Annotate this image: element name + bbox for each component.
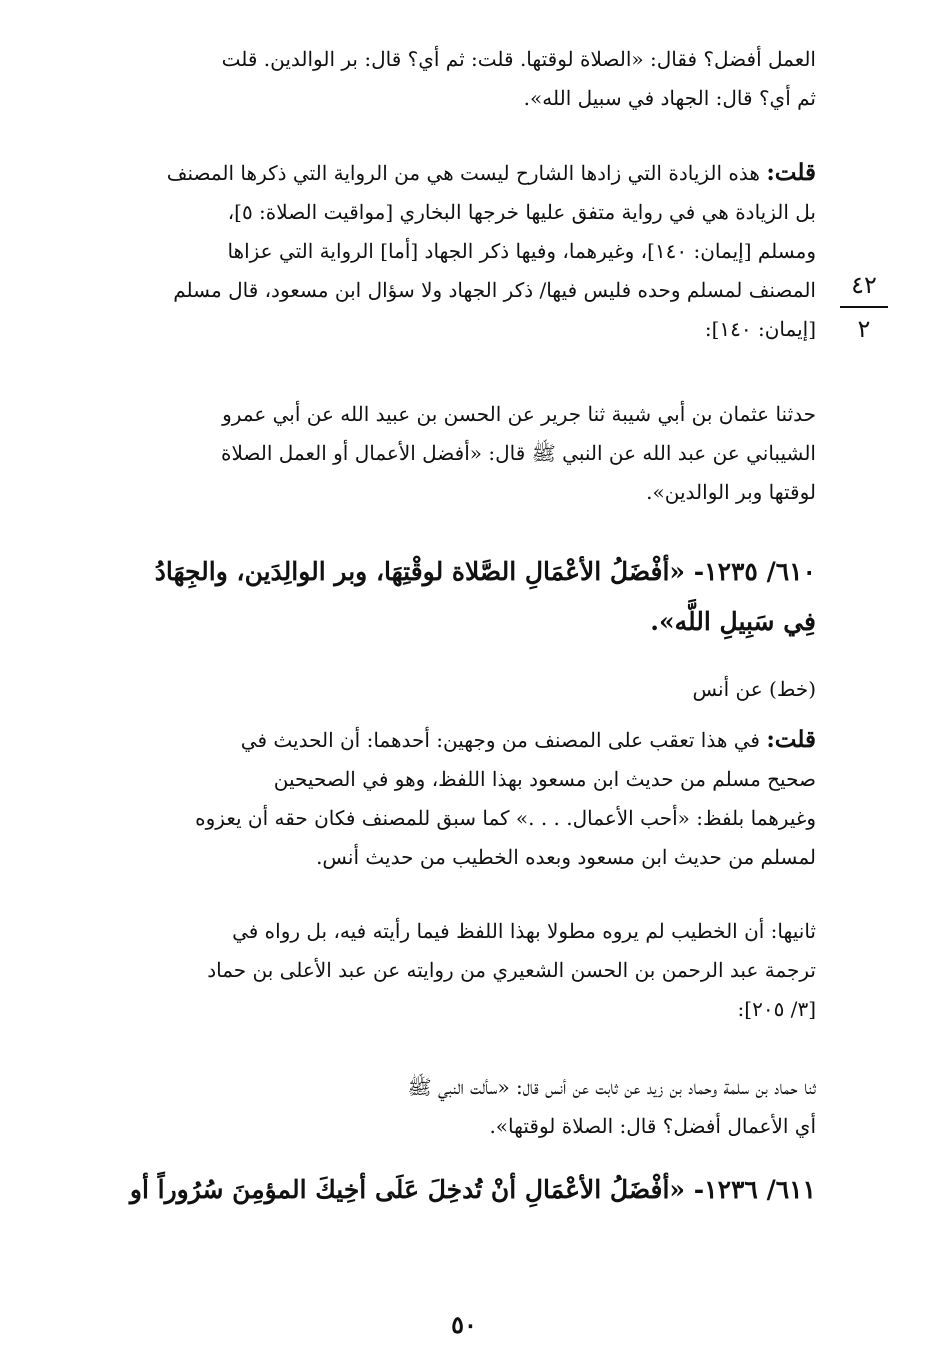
text-line: [٣/ ٢٠٥]:: [737, 997, 816, 1021]
second-point-paragraph: [110, 912, 816, 1029]
paragraph-continuation: [110, 40, 816, 118]
hadith-chain-paragraph: [110, 395, 816, 512]
text-line: ثانيها: أن الخطيب لم يروه مطولا بهذا اللفظ فيما رأيته فيه، بل رواه في: [232, 919, 816, 943]
hadith-chain-paragraph: [110, 1068, 816, 1146]
commentary-paragraph: [110, 153, 816, 349]
commentary-paragraph: [110, 720, 816, 877]
text-line: ومسلم [إيمان: ١٤٠]، وغيرهما، وفيها ذكر الجهاد [أما] الرواية التي عزاها: [227, 239, 816, 263]
margin-reference: [836, 270, 892, 344]
text-line: [110, 720, 816, 760]
text-line: ٦١٠/ ١٢٣٥- «أفْضَلُ الأعْمَالِ الصَّلاة لوقْتِهَا، وبر الوالِدَين، والجِهَادُ: [154, 557, 816, 586]
text-line: أي الأعمال أفضل؟ قال: الصلاة لوقتها».: [489, 1114, 816, 1138]
text-line: (خط) عن أنس: [692, 677, 816, 701]
text-line: [إيمان: ١٤٠]:: [704, 317, 816, 341]
lead-word: قلت:: [766, 159, 816, 186]
lead-word: قلت:: [766, 726, 816, 753]
text-line: حدثنا عثمان بن أبي شيبة ثنا جرير عن الحسن بن عبيد الله عن أبي عمرو: [222, 402, 816, 426]
text-line: ترجمة عبد الرحمن بن الحسن الشعيري من روايته عن عبد الأعلى بن حماد: [207, 958, 816, 982]
text-line: الشيباني عن عبد الله عن النبي ﷺ قال: «أفضل الأعمال أو العمل الصلاة: [221, 441, 816, 465]
margin-ref-divider: [840, 306, 888, 308]
text-line: ثنا حماد بن سلمة وحماد بن زيد عن ثابت عن أنس قال: «سألت النبي ﷺ: [407, 1075, 816, 1099]
text-line: ٦١١/ ١٢٣٦- «أفْضَلُ الأعْمَالِ أنْ تُدخِلَ عَلَى أخِيكَ المؤمِنَ سُرُوراً أو: [129, 1175, 816, 1204]
text-line: وغيرهما بلفظ: «أحب الأعمال. . . .» كما سبق للمصنف فكان حقه أن يعزوه: [195, 806, 816, 830]
page-number: ٥٠: [451, 1310, 477, 1339]
hadith-entry-611: [110, 1165, 816, 1215]
text-line: ثم أي؟ قال: الجهاد في سبيل الله».: [523, 86, 816, 110]
text-line: بل الزيادة هي في رواية متفق عليها خرجها البخاري [مواقيت الصلاة: ٥]،: [227, 200, 816, 224]
text-line: لوقتها وبر الوالدين».: [646, 480, 816, 504]
text-line: فِي سَبِيلِ اللَّه».: [650, 607, 816, 636]
source-attribution: [110, 670, 816, 709]
text-fragment: في هذا تعقب على المصنف من وجهين: أحدهما: أن الحديث في: [240, 728, 767, 752]
text-line: المصنف لمسلم وحده فليس فيها/ ذكر الجهاد ولا سؤال ابن مسعود، قال مسلم: [173, 278, 816, 302]
hadith-entry-610: [110, 547, 816, 647]
text-line: العمل أفضل؟ فقال: «الصلاة لوقتها. قلت: ثم أي؟ قال: بر الوالدين. قلت: [221, 47, 816, 71]
margin-ref-top: ٤٢: [851, 271, 877, 299]
text-fragment: هذه الزيادة التي زادها الشارح ليست هي من الرواية التي ذكرها المصنف: [166, 161, 767, 185]
text-line: لمسلم من حديث ابن مسعود وبعده الخطيب من حديث أنس.: [316, 845, 816, 869]
margin-ref-bottom: ٢: [857, 315, 871, 343]
text-line: صحيح مسلم من حديث ابن مسعود بهذا اللفظ، وهو في الصحيحين: [273, 767, 816, 791]
text-line: [110, 153, 816, 193]
